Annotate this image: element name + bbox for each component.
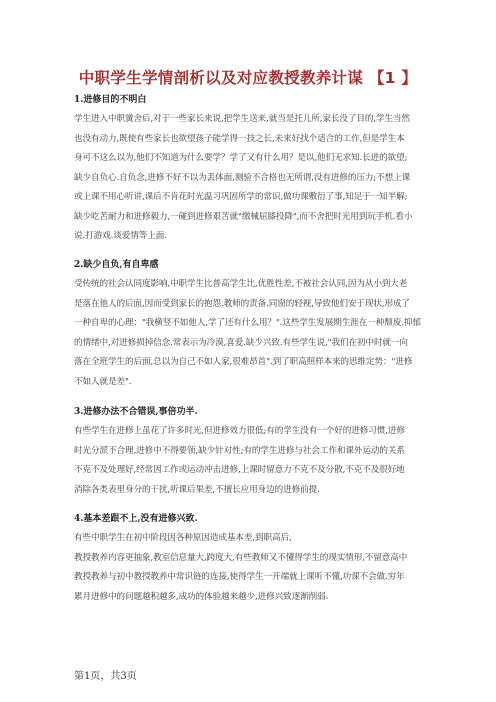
paragraph-line: 教授教养内容更抽象,教室信息量大,跨度大,有些教师又不懂得学生的现实情形,不留意高中 — [74, 552, 408, 563]
paragraph-line: 说.打游戏.谈爱情等上面. — [74, 231, 167, 241]
paragraph-line: 也没有动力,既使有些家长也欲望孩子能学得一技之长,未来好找个适合的工作,但是学生本 — [74, 133, 405, 144]
section-heading: 3.进修办法不合错误,事倍功半. — [74, 407, 198, 417]
section-2 — [74, 255, 424, 392]
paragraph-line: 缺少吃苦耐力和进修毅力,一碰到进修艰苦就"缴械屈膝投降",而不舍把时光用到玩手机.看小 — [74, 211, 413, 222]
paragraph-line: 教授教养与初中教授教养中常识链的连接,使得学生一开端就上课听不懂,功课不会做.穷年 — [74, 572, 405, 582]
paragraph-line: 消除各类表里身分的干扰,听课后果差,不擅长应用身边的进修前提. — [74, 484, 320, 495]
section-heading: 4.基本差跟不上,没有进修兴致. — [74, 514, 198, 524]
document-title: 中职学生学情剖析以及对应教授教养计谋 【1 】 — [78, 69, 418, 87]
paragraph-line: 受传统的社会认同度影响,中职学生比普高学生比,优胜性差,不被社会认同,因为从小到大老 — [74, 279, 408, 289]
paragraph-line: 身可不这么以为,他们不知道为什么要学？学了又有什么用？是以,他们无求知.长进的欲望; — [74, 153, 408, 163]
section-1 — [74, 90, 424, 247]
paragraph-line: 是落在他人的后面,因而受到家长的抱怨.教师的责备.同窗的轻视,导致他们安于现状,形成了 — [74, 298, 410, 309]
paragraph-line: 缺少自负心.自负念,进修不好不以为丢体面,测验不合格也无所谓,没有进修的压力;不想上课 — [74, 172, 411, 183]
page-number: 第1页，共3页 — [74, 671, 137, 682]
paragraph-line: 一种自卑的心理："我横竖不如他人,学了还有什么用？".这些学生发展期生涯在一种颓废.抑郁 — [74, 318, 421, 328]
paragraph-line: 不克不及处理好,经常因工作或运动冲击进修,上课时留意力不克不及分散,不克不及很好地 — [74, 465, 405, 475]
paragraph-line: 时光分派不合理,进修中不得要领,缺少针对性;有的学生进修与社会工作和课外运动的关系 — [74, 445, 405, 456]
paragraph-line: 累月进修中的问题越积越多,成功的体验越来越少,进修兴致逐渐削弱. — [74, 591, 329, 602]
paragraph-line: 有些中职学生在初中阶段因各种原因造成基本差,到职高后, — [74, 533, 292, 543]
paragraph-line: 学生进入中职黉舍后,对于一些家长来说,把学生送来,就当是托儿所,家长没了目的,学生当然 — [74, 114, 410, 124]
paragraph-line: 落在全班学生的后面,总以为自己不如人家,很难昂首".到了职高照样本来的思维定势："进修 — [74, 357, 413, 367]
paragraph-line: 不如人就是差". — [74, 376, 132, 387]
section-heading: 2.缺少自负,有自卑感 — [74, 260, 159, 270]
paragraph-line: 的情绪中,对进修损掉信念.常表示为冷漠,喜爱.缺少兴致.有些学生说,"我们在初中时就一向 — [74, 337, 408, 348]
section-3 — [74, 402, 424, 500]
section-heading: 1.进修目的不明白 — [74, 95, 147, 105]
paragraph-line: 或上课不用心听讲,课后不肯花时光温习巩固所学的常识,做功课敷衍了事,知足于一知半解; — [74, 192, 408, 202]
paragraph-line: 有些学生在进修上虽花了许多时光,但进修效力很低;有的学生没有一个好的进修习惯,进修 — [74, 426, 405, 436]
section-4 — [74, 509, 424, 607]
